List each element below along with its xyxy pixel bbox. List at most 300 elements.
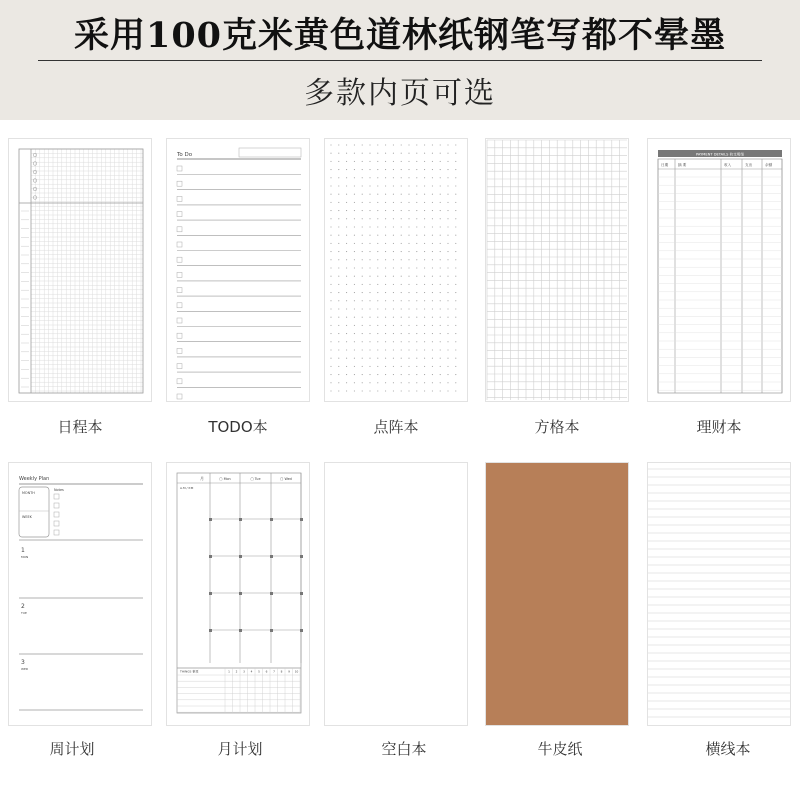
dot-mark xyxy=(338,144,339,145)
dot-mark xyxy=(354,358,355,359)
dot-mark xyxy=(401,161,402,162)
dot-mark xyxy=(393,267,394,268)
dot-mark xyxy=(354,161,355,162)
dot-mark xyxy=(338,300,339,301)
day-number: 2 xyxy=(21,603,25,610)
dot-mark xyxy=(369,349,370,350)
dot-mark xyxy=(362,202,363,203)
dot-mark xyxy=(369,358,370,359)
dot-mark xyxy=(455,243,456,244)
dot-mark xyxy=(401,153,402,154)
todo-checkbox-icon xyxy=(177,333,182,338)
dot-mark xyxy=(338,194,339,195)
day-name: WED xyxy=(21,667,29,671)
dot-mark xyxy=(432,267,433,268)
kraft-fill xyxy=(486,463,628,725)
notes-checkbox-icon xyxy=(54,530,59,535)
dot-mark xyxy=(330,349,331,350)
day-number: 3 xyxy=(21,659,25,666)
dot-mark xyxy=(393,218,394,219)
dot-mark xyxy=(385,374,386,375)
dot-mark xyxy=(369,202,370,203)
dot-mark xyxy=(424,284,425,285)
dot-mark xyxy=(401,308,402,309)
dot-mark xyxy=(385,358,386,359)
dot-mark xyxy=(362,218,363,219)
dot-mark xyxy=(424,374,425,375)
dot-mark xyxy=(362,390,363,391)
dot-mark xyxy=(432,226,433,227)
dot-mark xyxy=(455,300,456,301)
dot-mark xyxy=(455,308,456,309)
dot-mark xyxy=(385,243,386,244)
dot-mark xyxy=(447,382,448,383)
dot-mark xyxy=(393,194,394,195)
dot-mark xyxy=(346,390,347,391)
dot-mark xyxy=(362,284,363,285)
dot-mark xyxy=(432,218,433,219)
todo-checkbox-icon xyxy=(177,303,182,308)
dot-mark xyxy=(408,259,409,260)
dot-mark xyxy=(330,251,331,252)
dot-mark xyxy=(369,390,370,391)
dot-mark xyxy=(354,153,355,154)
dot-mark xyxy=(385,341,386,342)
dot-mark xyxy=(330,374,331,375)
dot-mark xyxy=(393,349,394,350)
dot-mark xyxy=(330,267,331,268)
dot-mark xyxy=(424,341,425,342)
page-label-finance: 理财本 xyxy=(696,418,742,436)
dot-mark xyxy=(393,325,394,326)
dot-mark xyxy=(362,243,363,244)
dot-mark xyxy=(377,284,378,285)
page-sample-schedule[interactable] xyxy=(8,138,152,402)
dot-mark xyxy=(330,366,331,367)
dot-mark xyxy=(440,161,441,162)
dot-mark xyxy=(369,177,370,178)
page-border xyxy=(19,149,143,393)
dot-mark xyxy=(377,144,378,145)
page-sample-finance[interactable] xyxy=(647,138,791,402)
page-label-monthly: 月计划 xyxy=(217,740,263,758)
date-marker xyxy=(300,555,303,558)
dot-mark xyxy=(346,276,347,277)
dot-mark xyxy=(440,169,441,170)
dot-mark xyxy=(408,358,409,359)
page-sample-todo[interactable] xyxy=(166,138,310,402)
dot-mark xyxy=(424,366,425,367)
dot-mark xyxy=(432,349,433,350)
finance-border xyxy=(658,159,782,393)
dot-mark xyxy=(362,325,363,326)
page-label-blank: 空白本 xyxy=(381,740,427,758)
dot-mark xyxy=(330,358,331,359)
dot-mark xyxy=(401,292,402,293)
finance-column-label: 支出 xyxy=(745,163,753,167)
dot-mark xyxy=(330,259,331,260)
dot-mark xyxy=(424,194,425,195)
dot-mark xyxy=(362,333,363,334)
dot-mark xyxy=(362,349,363,350)
dot-mark xyxy=(447,374,448,375)
dot-mark xyxy=(424,325,425,326)
dot-mark xyxy=(385,144,386,145)
dot-mark xyxy=(432,308,433,309)
dot-mark xyxy=(354,292,355,293)
date-box xyxy=(239,148,301,157)
dot-mark xyxy=(354,169,355,170)
dot-mark xyxy=(455,202,456,203)
dot-mark xyxy=(455,144,456,145)
page-sample-lined[interactable] xyxy=(647,462,791,726)
notes-label: Notes xyxy=(54,488,64,492)
dot-mark xyxy=(416,284,417,285)
dot-mark xyxy=(385,210,386,211)
dot-mark xyxy=(362,366,363,367)
dot-mark xyxy=(432,358,433,359)
dot-mark xyxy=(346,153,347,154)
dot-mark xyxy=(362,210,363,211)
dot-mark xyxy=(408,218,409,219)
dot-mark xyxy=(346,374,347,375)
dot-mark xyxy=(369,210,370,211)
dot-mark xyxy=(377,317,378,318)
dot-mark xyxy=(338,382,339,383)
dot-mark xyxy=(408,300,409,301)
dot-mark xyxy=(393,243,394,244)
page-sample-monthly[interactable] xyxy=(166,462,310,726)
dot-mark xyxy=(416,153,417,154)
box-label: MONTH xyxy=(22,491,35,495)
dot-mark xyxy=(432,259,433,260)
dot-mark xyxy=(354,382,355,383)
dot-mark xyxy=(369,185,370,186)
page-sample-weekly[interactable] xyxy=(8,462,152,726)
dot-mark xyxy=(447,243,448,244)
dot-mark xyxy=(377,251,378,252)
dot-mark xyxy=(416,300,417,301)
checkbox-icon xyxy=(33,170,37,174)
dot-mark xyxy=(408,235,409,236)
finance-column-label: 收入 xyxy=(724,163,732,167)
dot-mark xyxy=(385,161,386,162)
kraft-sheet xyxy=(486,463,628,725)
page-label-lined: 横线本 xyxy=(705,740,751,758)
dot-mark xyxy=(346,366,347,367)
page-sample-blank[interactable] xyxy=(324,462,468,726)
dot-mark xyxy=(416,144,417,145)
dot-mark xyxy=(338,308,339,309)
dot-mark xyxy=(424,382,425,383)
dot-mark xyxy=(369,144,370,145)
todo-checkbox-icon xyxy=(177,196,182,201)
dot-mark xyxy=(369,292,370,293)
dot-mark xyxy=(408,177,409,178)
dot-mark xyxy=(346,300,347,301)
dot-mark xyxy=(447,276,448,277)
dot-mark xyxy=(455,317,456,318)
dot-mark xyxy=(346,341,347,342)
dot-mark xyxy=(424,390,425,391)
weekday-label: ▢ Mon xyxy=(219,477,231,481)
dot-mark xyxy=(432,243,433,244)
dot-mark xyxy=(338,276,339,277)
month-heading: 月 xyxy=(200,476,204,481)
page-sample-dot[interactable] xyxy=(324,138,468,402)
dot-mark xyxy=(338,169,339,170)
dot-mark xyxy=(369,218,370,219)
dot-mark xyxy=(432,194,433,195)
dot-mark xyxy=(393,202,394,203)
dot-mark xyxy=(447,325,448,326)
dot-mark xyxy=(455,153,456,154)
day-name: TUE xyxy=(21,611,27,615)
dot-mark xyxy=(330,325,331,326)
dot-mark xyxy=(401,194,402,195)
dot-mark xyxy=(432,235,433,236)
dot-mark xyxy=(455,292,456,293)
dot-mark xyxy=(432,210,433,211)
notes-checkbox-icon xyxy=(54,521,59,526)
dot-mark xyxy=(385,251,386,252)
dot-mark xyxy=(393,185,394,186)
dot-mark xyxy=(401,144,402,145)
dot-mark xyxy=(432,177,433,178)
dot-mark xyxy=(408,144,409,145)
dot-mark xyxy=(408,161,409,162)
dot-mark xyxy=(401,259,402,260)
dot-mark xyxy=(416,194,417,195)
dot-mark xyxy=(401,382,402,383)
dot-mark xyxy=(416,317,417,318)
dot-mark xyxy=(385,333,386,334)
dot-mark xyxy=(408,251,409,252)
todo-checkbox-icon xyxy=(177,364,182,369)
date-marker xyxy=(300,629,303,632)
dot-mark xyxy=(346,259,347,260)
dot-mark xyxy=(354,194,355,195)
page-label-schedule: 日程本 xyxy=(57,418,103,436)
dot-mark xyxy=(455,177,456,178)
dot-mark xyxy=(346,317,347,318)
dot-mark xyxy=(369,251,370,252)
dot-mark xyxy=(346,177,347,178)
dot-mark xyxy=(447,210,448,211)
dot-mark xyxy=(362,382,363,383)
dot-mark xyxy=(416,267,417,268)
dot-mark xyxy=(369,308,370,309)
dot-mark xyxy=(338,218,339,219)
dot-mark xyxy=(385,284,386,285)
page-sample-kraft[interactable] xyxy=(485,462,629,726)
dot-mark xyxy=(385,153,386,154)
dot-mark xyxy=(338,317,339,318)
dot-mark xyxy=(401,169,402,170)
dot-mark xyxy=(408,349,409,350)
dot-mark xyxy=(440,292,441,293)
dot-mark xyxy=(447,144,448,145)
dot-mark xyxy=(447,218,448,219)
dot-mark xyxy=(385,185,386,186)
dot-mark xyxy=(424,259,425,260)
dot-mark xyxy=(416,259,417,260)
dot-mark xyxy=(385,390,386,391)
dot-mark xyxy=(447,349,448,350)
todo-checkbox-icon xyxy=(177,348,182,353)
dot-mark xyxy=(432,144,433,145)
dot-mark xyxy=(401,300,402,301)
dot-mark xyxy=(377,382,378,383)
dot-mark xyxy=(432,390,433,391)
dot-mark xyxy=(385,382,386,383)
dot-mark xyxy=(447,259,448,260)
dot-mark xyxy=(338,284,339,285)
finance-column-label: 日期 xyxy=(661,163,669,167)
dot-mark xyxy=(354,276,355,277)
dot-mark xyxy=(354,308,355,309)
dot-mark xyxy=(401,349,402,350)
weekday-label: ▢ Wed xyxy=(280,477,292,481)
dot-mark xyxy=(377,177,378,178)
dot-mark xyxy=(416,218,417,219)
dot-mark xyxy=(416,292,417,293)
dot-mark xyxy=(338,325,339,326)
lined-sheet xyxy=(648,463,790,725)
dot-mark xyxy=(447,161,448,162)
dot-mark xyxy=(385,300,386,301)
dot-mark xyxy=(408,382,409,383)
todo-checkbox-icon xyxy=(177,272,182,277)
dot-mark xyxy=(362,161,363,162)
dot-mark xyxy=(362,308,363,309)
dot-mark xyxy=(408,341,409,342)
dot-mark xyxy=(440,374,441,375)
page-label-grid: 方格本 xyxy=(534,418,580,436)
dot-mark xyxy=(369,243,370,244)
page-label-dot: 点阵本 xyxy=(373,418,419,436)
dot-mark xyxy=(369,341,370,342)
dot-mark xyxy=(346,325,347,326)
dot-mark xyxy=(330,153,331,154)
dot-mark xyxy=(354,243,355,244)
page-sample-grid[interactable] xyxy=(485,138,629,402)
dot-mark xyxy=(346,210,347,211)
dot-mark xyxy=(354,284,355,285)
dot-mark xyxy=(424,300,425,301)
dot-mark xyxy=(440,284,441,285)
dot-mark xyxy=(330,284,331,285)
dot-mark xyxy=(393,390,394,391)
dot-mark xyxy=(440,390,441,391)
todo-checkbox-icon xyxy=(177,181,182,186)
dot-mark xyxy=(393,292,394,293)
dot-mark xyxy=(377,185,378,186)
dot-mark xyxy=(401,202,402,203)
page-label-todo: TODO本 xyxy=(208,418,268,436)
dot-mark xyxy=(377,276,378,277)
dot-mark xyxy=(338,251,339,252)
day-name: MON xyxy=(21,555,29,559)
dot-mark xyxy=(346,349,347,350)
dot-mark xyxy=(432,161,433,162)
dot-mark xyxy=(346,292,347,293)
dot-mark xyxy=(424,333,425,334)
dot-mark xyxy=(408,267,409,268)
dot-mark xyxy=(416,325,417,326)
dot-mark xyxy=(416,366,417,367)
dot-mark xyxy=(377,349,378,350)
dot-mark xyxy=(424,218,425,219)
dot-mark xyxy=(385,177,386,178)
dot-mark xyxy=(440,153,441,154)
dot-mark xyxy=(377,194,378,195)
dot-mark xyxy=(447,333,448,334)
dot-mark xyxy=(432,325,433,326)
dot-mark xyxy=(330,185,331,186)
dot-mark xyxy=(393,341,394,342)
date-marker xyxy=(209,555,212,558)
weekday-label: ▢ Tue xyxy=(250,477,261,481)
dot-mark xyxy=(346,194,347,195)
dot-mark xyxy=(354,144,355,145)
dot-mark xyxy=(447,251,448,252)
dot-mark xyxy=(377,202,378,203)
dot-mark xyxy=(362,276,363,277)
dot-mark xyxy=(385,194,386,195)
dot-mark xyxy=(354,218,355,219)
dot-mark xyxy=(455,251,456,252)
dot-mark xyxy=(455,276,456,277)
dot-mark xyxy=(440,267,441,268)
dot-mark xyxy=(362,267,363,268)
dot-mark xyxy=(346,235,347,236)
dot-mark xyxy=(369,300,370,301)
weekly-heading: Weekly Plan xyxy=(19,476,50,482)
dot-mark xyxy=(354,226,355,227)
dot-mark xyxy=(424,276,425,277)
dot-mark xyxy=(432,333,433,334)
date-marker xyxy=(300,518,303,521)
todo-checkbox-icon xyxy=(177,379,182,384)
dot-mark xyxy=(393,259,394,260)
dot-mark xyxy=(330,144,331,145)
blank-sheet xyxy=(325,463,467,725)
dot-mark xyxy=(440,194,441,195)
dot-mark xyxy=(393,308,394,309)
dot-mark xyxy=(401,210,402,211)
dot-mark xyxy=(447,177,448,178)
dot-mark xyxy=(393,333,394,334)
dot-mark xyxy=(362,300,363,301)
number-label: 4 xyxy=(250,669,253,674)
dot-mark xyxy=(346,144,347,145)
dot-mark xyxy=(401,374,402,375)
dot-mark xyxy=(440,218,441,219)
number-label: 6 xyxy=(265,669,268,674)
dot-mark xyxy=(440,259,441,260)
dot-mark xyxy=(354,210,355,211)
dot-mark xyxy=(416,333,417,334)
dot-mark xyxy=(432,169,433,170)
dot-mark xyxy=(401,177,402,178)
dot-mark xyxy=(354,325,355,326)
dot-mark xyxy=(447,390,448,391)
dot-mark xyxy=(362,292,363,293)
dot-mark xyxy=(455,341,456,342)
dot-mark xyxy=(338,185,339,186)
dot-mark xyxy=(330,382,331,383)
